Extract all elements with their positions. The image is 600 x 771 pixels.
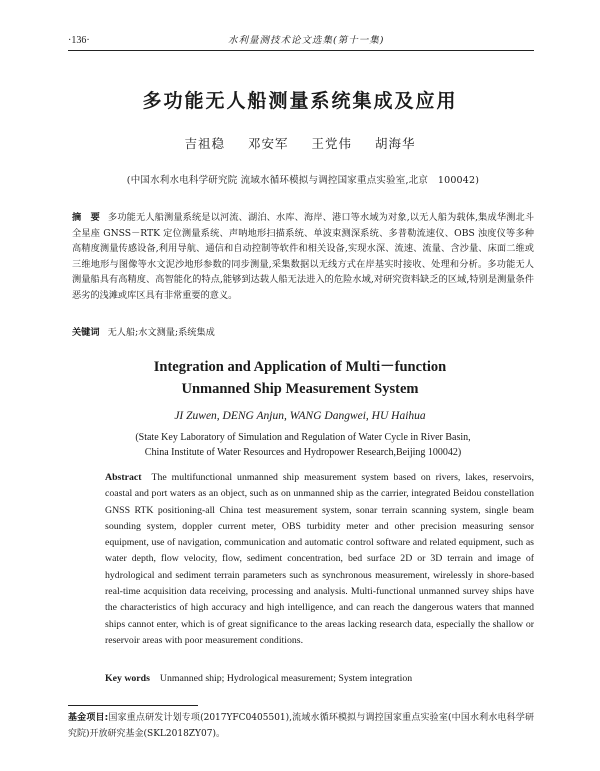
abstract-en-label: Abstract	[105, 472, 142, 483]
title-english	[0, 356, 600, 400]
author-cn: 王党伟	[311, 136, 352, 151]
author-cn: 吉祖稳	[184, 136, 225, 151]
keywords-chinese	[72, 325, 534, 340]
funding-footnote	[68, 710, 534, 742]
footnote-text: 国家重点研发计划专项(2017YFC0405501),流域水循环模拟与调控国家重点实验室(中国水利水电科学研究院)开放研究基金(SKL2018ZY07)。	[68, 713, 534, 739]
authors-english: JI Zuwen, DENG Anjun, WANG Dangwei, HU Haihua	[174, 410, 426, 422]
keywords-en-text: Unmanned ship; Hydrological measurement; System integration	[159, 673, 413, 684]
abstract-cn-label: 摘 要	[72, 212, 101, 223]
title-chinese: 多功能无人船测量系统集成及应用	[142, 90, 458, 112]
affiliation-en-line2: China Institute of Water Resources and Hydropower Research,Beijing 100042)	[144, 447, 462, 458]
title-en-line1: Integration and Application of Multi－function	[153, 359, 447, 375]
author-cn: 邓安军	[247, 136, 289, 151]
keywords-en-label: Key words	[105, 673, 150, 684]
title-en-line2: Unmanned Ship Measurement System	[181, 381, 419, 397]
footnote-divider	[68, 705, 198, 706]
authors-chinese	[0, 134, 600, 152]
affiliation-english	[72, 430, 534, 460]
abstract-en-text: The multifunctional unmanned ship measurement system based on rivers, lakes, reservoirs, coastal and port waters as an object, such as on unmanned ship as the carrier, integrated Beidou constellation GNSS RTK positioning-all China test measurement system, sonar terrain scanning system, single beam sounding system, doppler current meter, OBS turbidity meter and other precision measuring sensor equipment, use of navigation, communication and automatic control software and related equipment, such as water depth, flow velocity, flow, sediment concentration, bed surface 2D or 3D terrain and image of hydrological and sediment terrain parameters such as synchronous measurement, wirelessly in shore-based real-time acquisition data receiving, processing and analysis. Multi-functional unmanned survey ships have the characteristics of high accuracy and high intelligence, and can reach the dangerous waters that manned ships cannot enter, which is of great significance to the areas lacking research data, especially the shallow or reservoir areas with poor measurement conditions.	[105, 472, 534, 646]
journal-name: 水利量测技术论文选集(第十一集)	[228, 35, 385, 46]
running-head	[68, 34, 534, 51]
affiliation-chinese: (中国水利水电科学研究院 流域水循环模拟与调控国家重点实验室,北京 100042)	[126, 175, 480, 186]
author-cn: 胡海华	[374, 136, 416, 151]
abstract-cn-text: 多功能无人船测量系统是以河流、湖泊、水库、海岸、港口等水域为对象,以无人船为载体,集成华测北斗全星座 GNSS－RTK 定位测量系统、声呐地形扫描系统、单波束测深系统、多普勒流速仪、OBS 浊度仪等多种高精度测量传感设备,利用导航、通信和自动控制等软件和相关设备,实现水深、流速、流量、含沙量、床面二维或三维地形与图像等水文泥沙地形参数的同步测量,采集数据以无线方式在岸基实时接收、处理和分析。多功能无人测量船具有高精度、高智能化的特点,能够到达载人船无法进入的危险水域,对研究资料缺乏的区域,特别是测量条件恶劣的浅滩或库区具有非常重要的意义。	[72, 212, 535, 301]
abstract-chinese	[72, 210, 534, 304]
footnote-label: 基金项目:	[68, 713, 109, 723]
keywords-cn-text: 无人船;水文测量;系统集成	[107, 327, 215, 338]
keywords-english	[105, 673, 534, 684]
affiliation-en-line1: (State Key Laboratory of Simulation and Regulation of Water Cycle in River Basin,	[135, 432, 471, 443]
abstract-english	[105, 470, 534, 649]
page-number: ·136·	[68, 35, 90, 46]
keywords-cn-label: 关键词	[72, 327, 100, 338]
